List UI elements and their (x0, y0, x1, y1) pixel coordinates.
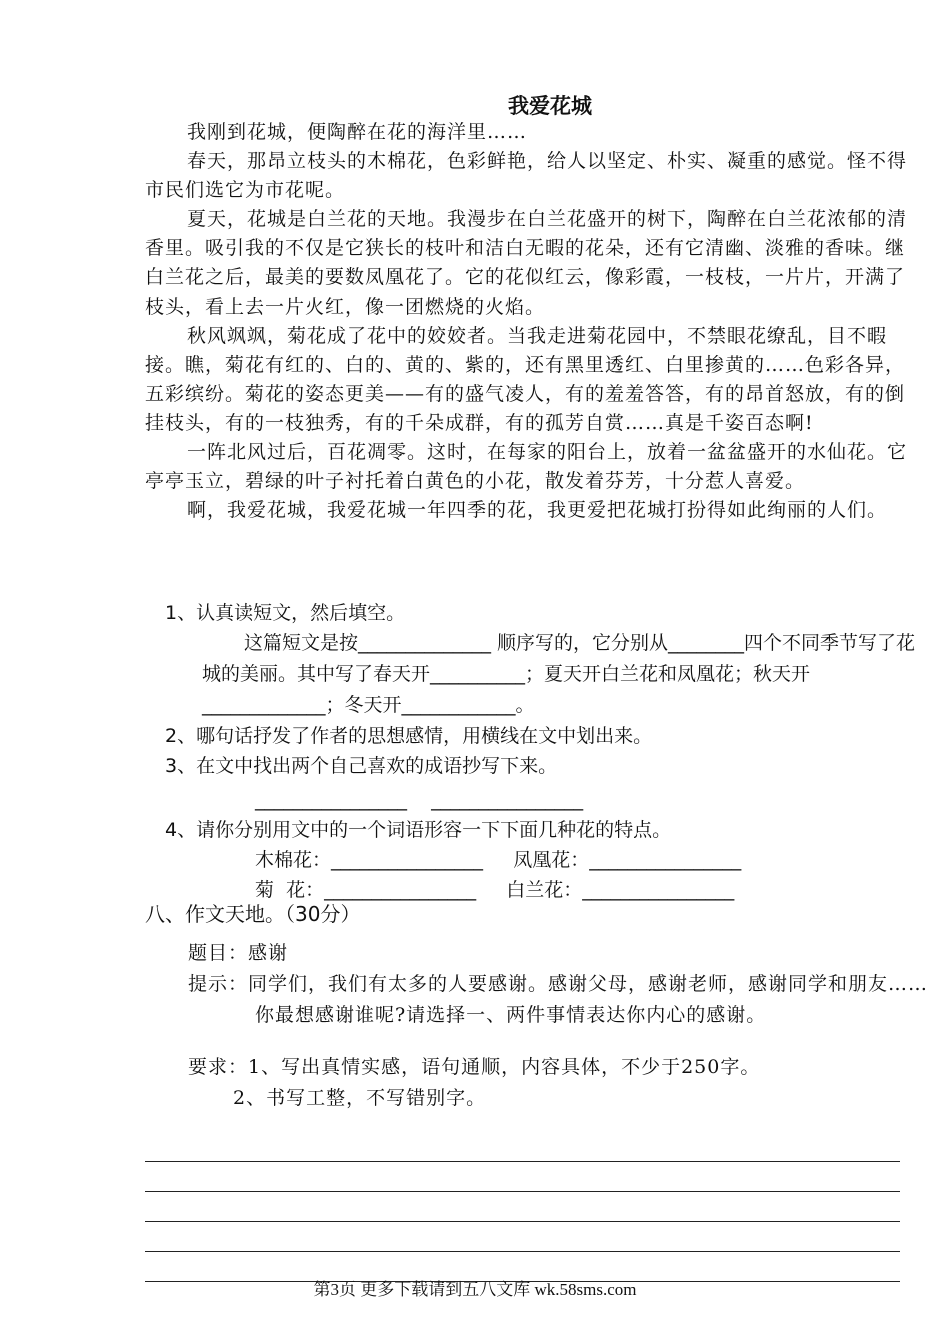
writing-line[interactable] (145, 1132, 900, 1162)
composition-requirements (188, 1052, 760, 1114)
passage-title: 我爱花城 (508, 94, 592, 118)
reading-questions (165, 598, 925, 905)
passage-paragraph: 夏天，花城是白兰花的天地。我漫步在白兰花盛开的树下，陶醉在白兰花浓郁的清香里。吸引我的不仅是它狭长的枝叶和洁白无暇的花朵，还有它清幽、淡雅的香味。继白兰花之后，最美的要数凤凰花了。它的花似红云，像彩霞，一枝枝，一片片，开满了枝头，看上去一片火红，像一团燃烧的火焰。 (145, 208, 908, 318)
question-1: 1、认真读短文，然后填空。 (165, 602, 406, 624)
requirement-1: 要求：1、写出真情实感，语句通顺，内容具体，不少于250字。 (188, 1056, 761, 1078)
question-3: 3、在文中找出两个自己喜欢的成语抄写下来。 (165, 755, 558, 777)
question-1-fill-blanks[interactable]: 这篇短文是按______________ 顺序写的，它分别从________四个不同季节写了花城的美丽。其中写了春天开__________；夏天开白兰花和凤凰花；秋天开_____________；冬天开____________。 (202, 632, 916, 716)
writing-line[interactable] (145, 1192, 900, 1222)
question-3-answer-blanks[interactable]: ________________ ________________ (255, 789, 584, 811)
passage-paragraph: 我刚到花城，便陶醉在花的海洋里…… (187, 121, 528, 143)
question-4-row-2[interactable]: 菊 花：________________ 白兰花：________________ (255, 879, 735, 901)
composition-hint: 提示：同学们，我们有太多的人要感谢。感谢父母，感谢老师，感谢同学和朋友……你最想感谢谁呢?请选择一、两件事情表达你内心的感谢。 (188, 973, 929, 1026)
reading-passage (145, 118, 920, 525)
section-heading: 八、作文天地。（30分） (145, 902, 361, 926)
passage-paragraph: 啊，我爱花城，我爱花城一年四季的花，我更爱把花城打扮得如此绚丽的人们。 (187, 499, 888, 522)
page-footer: 第3页 更多下载请到五八文库 wk.58sms.com (313, 1280, 637, 1299)
question-4-row-1[interactable]: 木棉花：________________ 凤凰花：________________ (255, 849, 742, 871)
question-4: 4、请你分别用文中的一个词语形容一下下面几种花的特点。 (165, 819, 672, 841)
composition-topic: 题目：感谢 (188, 942, 289, 964)
passage-paragraph: 秋风飒飒，菊花成了花中的姣姣者。当我走进菊花园中，不禁眼花缭乱，目不暇接。瞧，菊花有红的、白的、黄的、紫的，还有黑里透红、白里掺黄的……色彩各异，五彩缤纷。菊花的姿态更美——有的盛气凌人，有的羞羞答答，有的昂首怒放，有的倒挂枝头，有的一枝独秀，有的千朵成群，有的孤芳自赏……真是千姿百态啊! (145, 324, 906, 434)
writing-line[interactable] (145, 1222, 900, 1252)
requirement-2: 2、书写工整，不写错别字。 (233, 1087, 487, 1109)
writing-line[interactable] (145, 1162, 900, 1192)
passage-paragraph: 一阵北风过后，百花凋零。这时，在每家的阳台上，放着一盆盆盛开的水仙花。它亭亭玉立，碧绿的叶子衬托着白黄色的小花，散发着芬芳，十分惹人喜爱。 (145, 441, 908, 493)
passage-paragraph: 春天，那昂立枝头的木棉花，色彩鲜艳，给人以坚定、朴实、凝重的感觉。怪不得市民们选它为市花呢。 (145, 150, 908, 202)
composition-prompt (188, 938, 928, 1031)
writing-lines[interactable] (145, 1132, 900, 1282)
question-2: 2、哪句话抒发了作者的思想感情，用横线在文中划出来。 (165, 725, 653, 747)
